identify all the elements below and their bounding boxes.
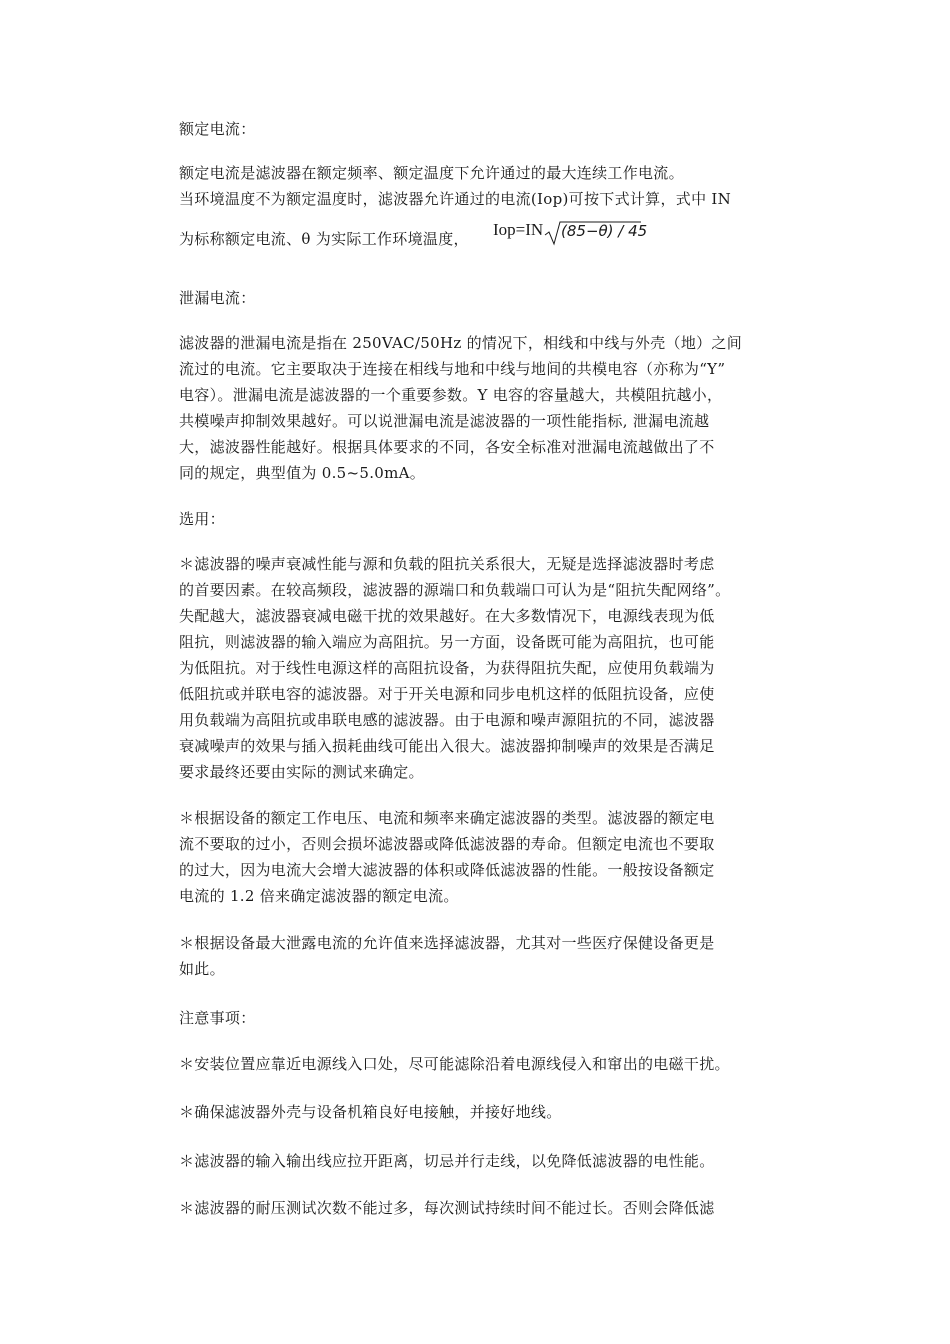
paragraph-line: 如此。	[179, 960, 225, 978]
paragraph-line: 额定电流是滤波器在额定频率、额定温度下允许通过的最大连续工作电流。	[179, 164, 684, 182]
note-text: ＊确保滤波器外壳与设备机箱良好电接触，并接好地线。	[179, 1103, 562, 1121]
formula-intro-text: 为标称额定电流、θ 为实际工作环境温度，	[179, 230, 469, 248]
selection-paragraph-1	[179, 551, 779, 785]
formula-lhs: Iop=IN	[493, 220, 544, 239]
leakage-paragraph	[179, 330, 779, 486]
heading-text: 额定电流：	[179, 120, 256, 138]
heading-text: 选用：	[179, 510, 225, 528]
paragraph-line: 要求最终还要由实际的测试来确定。	[179, 763, 424, 781]
heading-text: 注意事项：	[179, 1009, 256, 1027]
paragraph-line: ＊根据设备的额定工作电压、电流和频率来确定滤波器的类型。滤波器的额定电	[179, 809, 715, 827]
section-heading-notes	[179, 1005, 779, 1031]
rated-current-paragraph	[179, 160, 779, 212]
paragraph-line: 的过大，因为电流大会增大滤波器的体积或降低滤波器的性能。一般按设备额定	[179, 861, 715, 879]
paragraph-line: 滤波器的泄漏电流是指在 250VAC/50Hz 的情况下，相线和中线与外壳（地）之间	[179, 334, 743, 352]
note-item	[179, 1099, 779, 1125]
paragraph-line: 的首要因素。在较高频段，滤波器的源端口和负载端口可认为是“阻抗失配网络”。	[179, 581, 731, 599]
section-heading-leakage	[179, 285, 779, 311]
formula-line	[179, 220, 779, 260]
paragraph-line: 大，滤波器性能越好。根据具体要求的不同，各安全标准对泄漏电流越做出了不	[179, 438, 715, 456]
heading-text: 泄漏电流：	[179, 289, 256, 307]
paragraph-line: 低阻抗或并联电容的滤波器。对于开关电源和同步电机这样的低阻抗设备，应使	[179, 685, 715, 703]
note-item	[179, 1148, 779, 1174]
paragraph-line: 电流的 1.2 倍来确定滤波器的额定电流。	[179, 887, 459, 905]
paragraph-line: ＊滤波器的噪声衰减性能与源和负载的阻抗关系很大，无疑是选择滤波器时考虑	[179, 555, 715, 573]
paragraph-line: 用负载端为高阻抗或串联电感的滤波器。由于电源和噪声源阻抗的不同，滤波器	[179, 711, 715, 729]
selection-paragraph-3	[179, 930, 779, 982]
paragraph-line: 阻抗，则滤波器的输入端应为高阻抗。另一方面，设备既可能为高阻抗，也可能	[179, 633, 715, 651]
note-text: ＊滤波器的耐压测试次数不能过多，每次测试持续时间不能过长。否则会降低滤	[179, 1199, 715, 1217]
selection-paragraph-2	[179, 805, 779, 909]
note-item	[179, 1051, 779, 1077]
note-item	[179, 1195, 779, 1221]
note-text: ＊滤波器的输入输出线应拉开距离，切忌并行走线，以免降低滤波器的电性能。	[179, 1152, 715, 1170]
paragraph-line: 当环境温度不为额定温度时，滤波器允许通过的电流(Iop)可按下式计算，式中 IN	[179, 190, 732, 208]
paragraph-line: 电容）。泄漏电流是滤波器的一个重要参数。Y 电容的容量越大，共模阻抗越小，	[179, 386, 723, 404]
paragraph-line: 同的规定，典型值为 0.5~5.0mA。	[179, 464, 426, 482]
paragraph-line: ＊根据设备最大泄露电流的允许值来选择滤波器，尤其对一些医疗保健设备更是	[179, 934, 715, 952]
section-heading-rated-current	[179, 116, 779, 142]
formula-radicand: (85−θ) / 45	[561, 222, 648, 240]
section-heading-selection	[179, 506, 779, 532]
paragraph-line: 为低阻抗。对于线性电源这样的高阻抗设备，为获得阻抗失配，应使用负载端为	[179, 659, 715, 677]
paragraph-line: 共模噪声抑制效果越好。可以说泄漏电流是滤波器的一项性能指标, 泄漏电流越	[179, 412, 710, 430]
paragraph-line: 流过的电流。它主要取决于连接在相线与地和中线与地间的共模电容（亦称为“Y”	[179, 360, 726, 378]
paragraph-line: 失配越大，滤波器衰减电磁干扰的效果越好。在大多数情况下，电源线表现为低	[179, 607, 715, 625]
current-formula	[493, 218, 648, 248]
paragraph-line: 流不要取的过小，否则会损坏滤波器或降低滤波器的寿命。但额定电流也不要取	[179, 835, 715, 853]
note-text: ＊安装位置应靠近电源线入口处，尽可能滤除沿着电源线侵入和窜出的电磁干扰。	[179, 1055, 730, 1073]
paragraph-line: 衰减噪声的效果与插入损耗曲线可能出入很大。滤波器抑制噪声的效果是否满足	[179, 737, 715, 755]
